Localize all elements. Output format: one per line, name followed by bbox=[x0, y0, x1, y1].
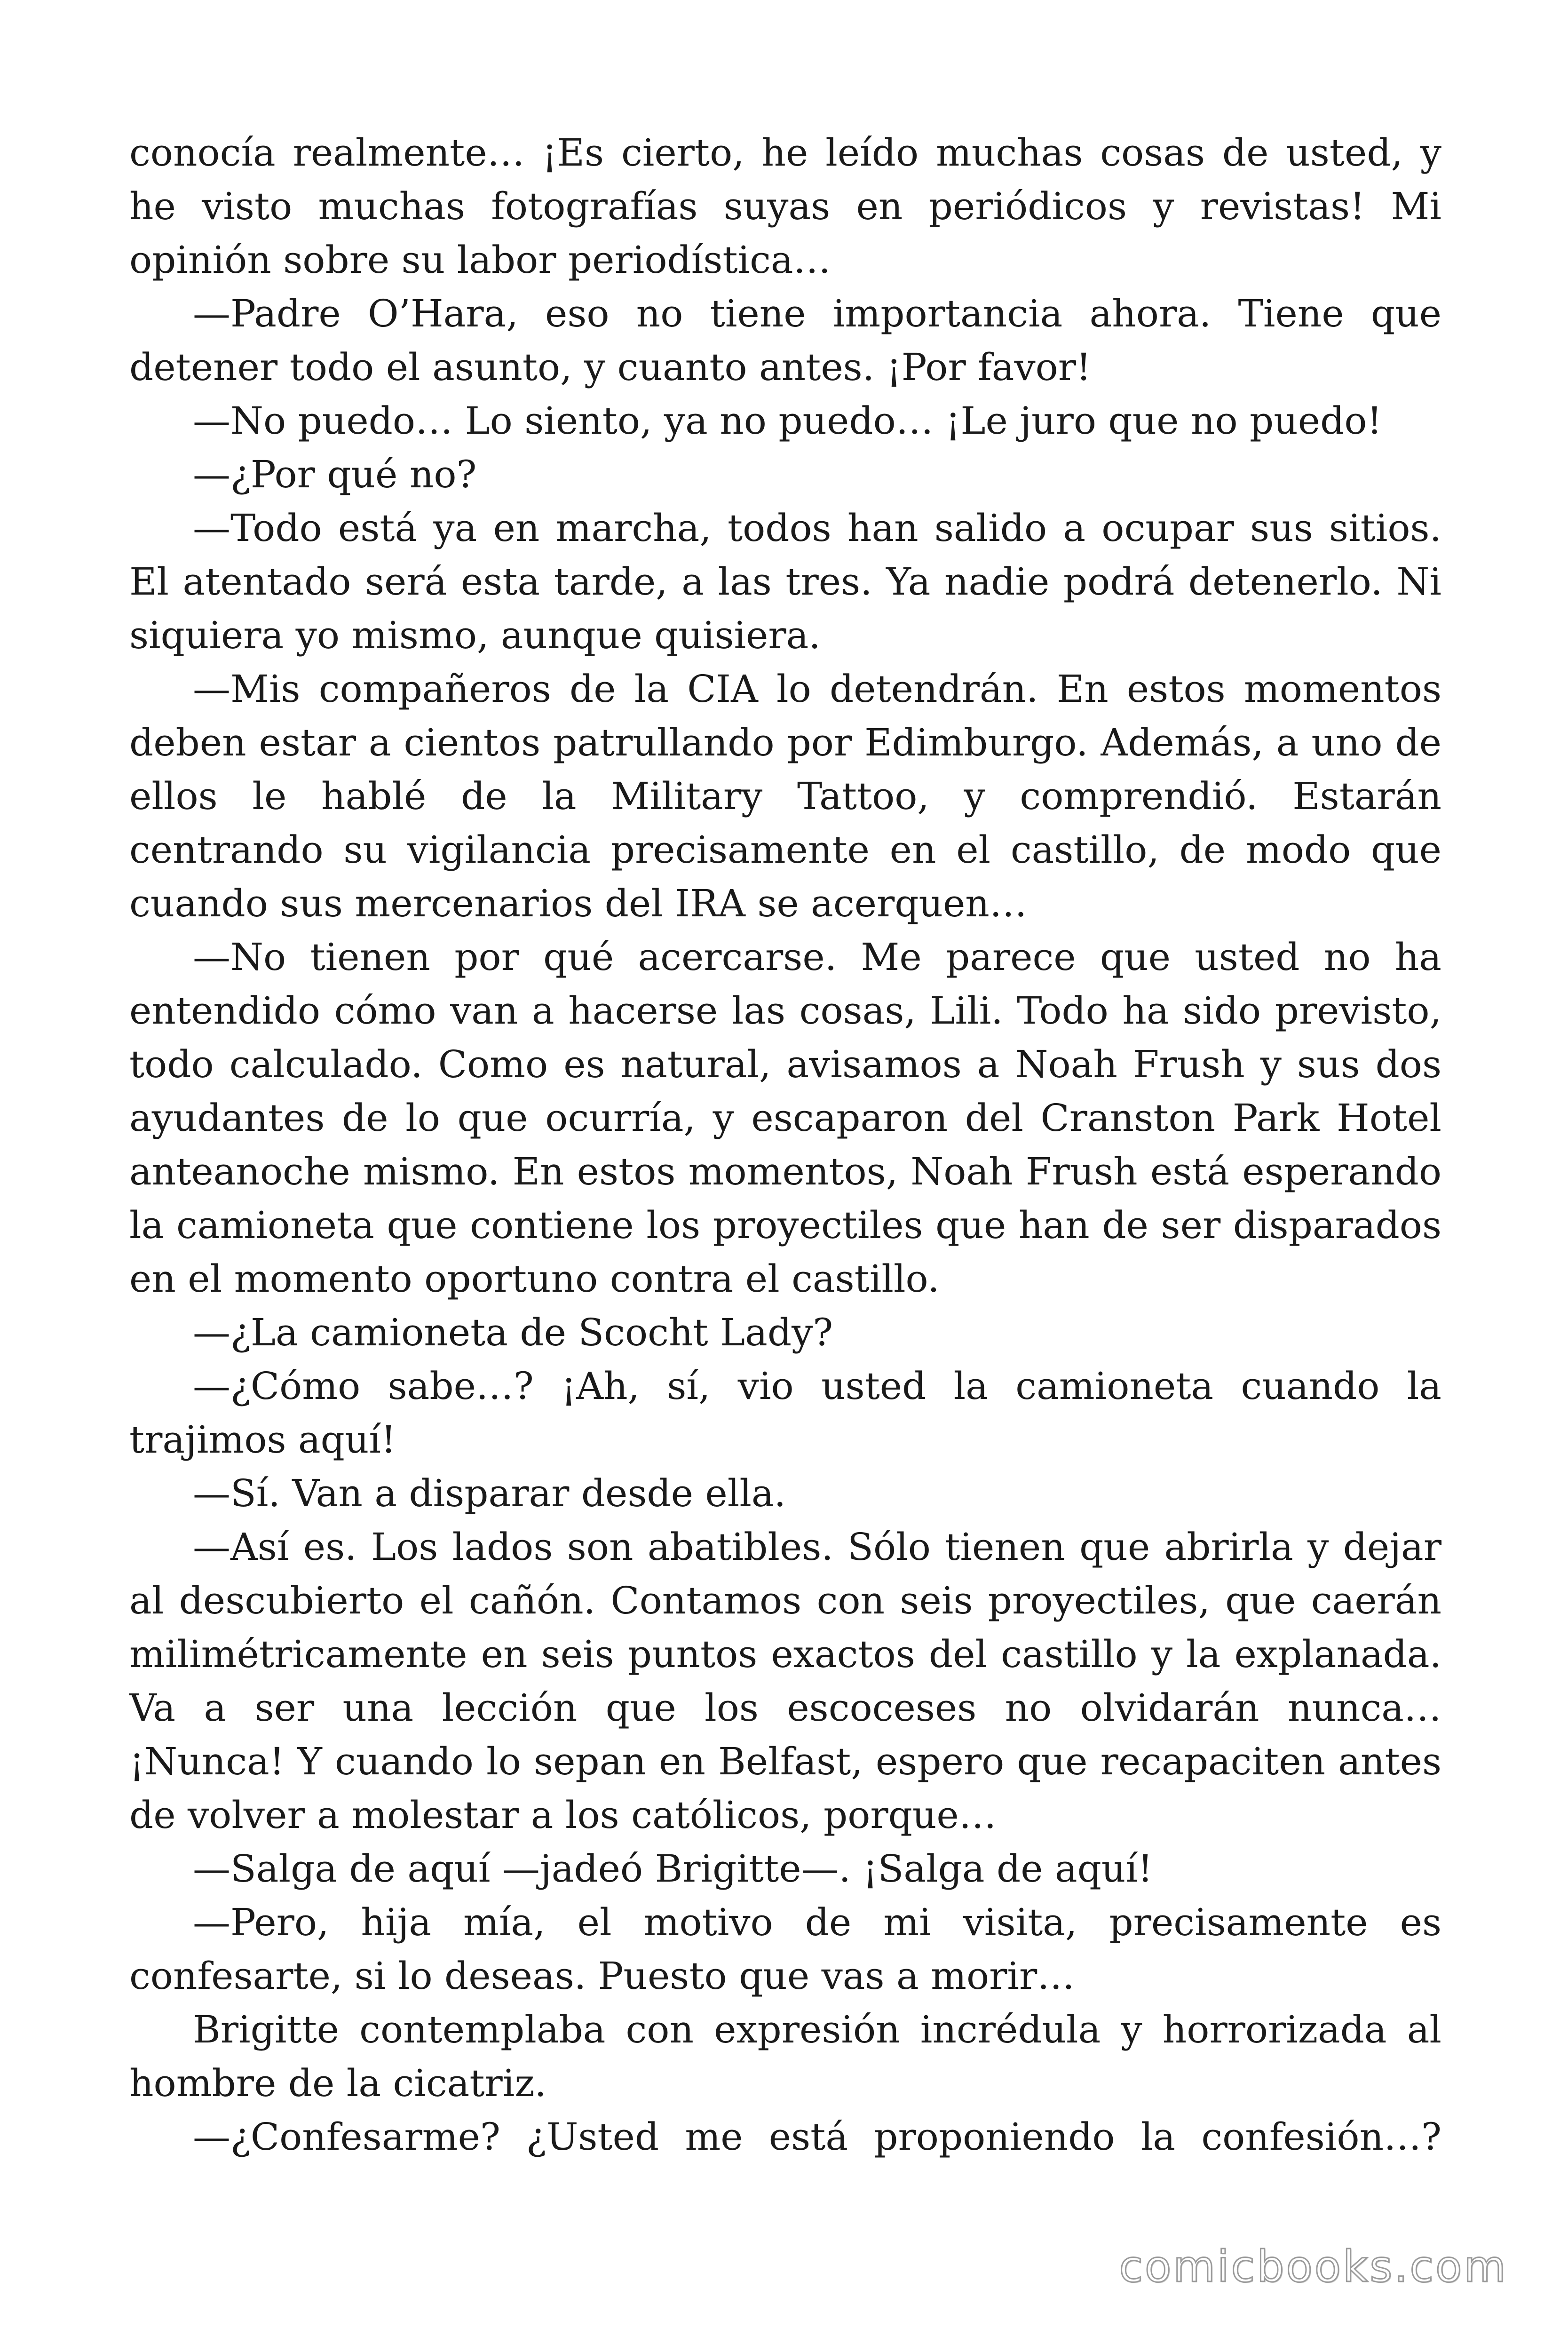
paragraph-dialogue: —Salga de aquí —jadeó Brigitte—. ¡Salga de aquí! bbox=[193, 1847, 1153, 1891]
paragraph-dialogue: —¿Confesarme? ¿Usted me está proponiendo la confesión…? bbox=[193, 2115, 1441, 2159]
paragraph-continuation: conocía realmente… ¡Es cierto, he leído muchas cosas de usted, y he visto muchas fotografías suyas en periódicos y revistas! Mi opinión sobre su labor periodística… bbox=[129, 131, 1441, 282]
paragraph-dialogue: —Padre O’Hara, eso no tiene importancia ahora. Tiene que detener todo el asunto, y cuanto antes. ¡Por favor! bbox=[129, 292, 1441, 389]
paragraph-dialogue: —Mis compañeros de la CIA lo detendrán. En estos momentos deben estar a cientos patrullando por Edimburgo. Además, a uno de ellos le hablé de la Military Tattoo, y comprendió. Estarán centrando su vigilancia precisamente en el castillo, de modo que cuando sus mercenarios del IRA se acerquen… bbox=[129, 667, 1441, 925]
paragraph-dialogue: —¿Por qué no? bbox=[193, 453, 477, 496]
paragraph-dialogue: —No tienen por qué acercarse. Me parece que usted no ha entendido cómo van a hacerse las cosas, Lili. Todo ha sido previsto, todo calculado. Como es natural, avisamos a Noah Frush y sus dos ayudantes de lo que ocurría, y escaparon del Cranston Park Hotel anteanoche mismo. En estos momentos, Noah Frush está esperando la camioneta que contiene los proyectiles que han de ser disparados en el momento oportuno contra el castillo. bbox=[129, 935, 1441, 1301]
paragraph-dialogue: —Todo está ya en marcha, todos han salido a ocupar sus sitios. El atentado será esta tarde, a las tres. Ya nadie podrá detenerlo. Ni siquiera yo mismo, aunque quisiera. bbox=[129, 506, 1441, 657]
paragraph-dialogue: —Sí. Van a disparar desde ella. bbox=[193, 1471, 786, 1515]
paragraph-dialogue: —¿La camioneta de Scocht Lady? bbox=[193, 1311, 833, 1354]
paragraph-dialogue: —Así es. Los lados son abatibles. Sólo tienen que abrirla y dejar al descubierto el cañón. Contamos con seis proyectiles, que caerán milimétricamente en seis puntos exactos del castillo y la explanada. Va a ser una lección que los escoceses no olvidarán nunca… ¡Nunca! Y cuando lo sepan en Belfast, espero que recapaciten antes de volver a molestar a los católicos, porque… bbox=[129, 1525, 1441, 1837]
book-page-text bbox=[129, 126, 1441, 2164]
watermark-text: comicbooks.com bbox=[1119, 2241, 1508, 2292]
paragraph-dialogue: —No puedo… Lo siento, ya no puedo… ¡Le juro que no puedo! bbox=[193, 399, 1382, 443]
paragraph-dialogue: —¿Cómo sabe…? ¡Ah, sí, vio usted la camioneta cuando la trajimos aquí! bbox=[129, 1364, 1441, 1462]
paragraph-narration: Brigitte contemplaba con expresión incrédula y horrorizada al hombre de la cicatriz. bbox=[129, 2008, 1441, 2105]
paragraph-dialogue: —Pero, hija mía, el motivo de mi visita, precisamente es confesarte, si lo deseas. Puesto que vas a morir… bbox=[129, 1900, 1441, 1998]
